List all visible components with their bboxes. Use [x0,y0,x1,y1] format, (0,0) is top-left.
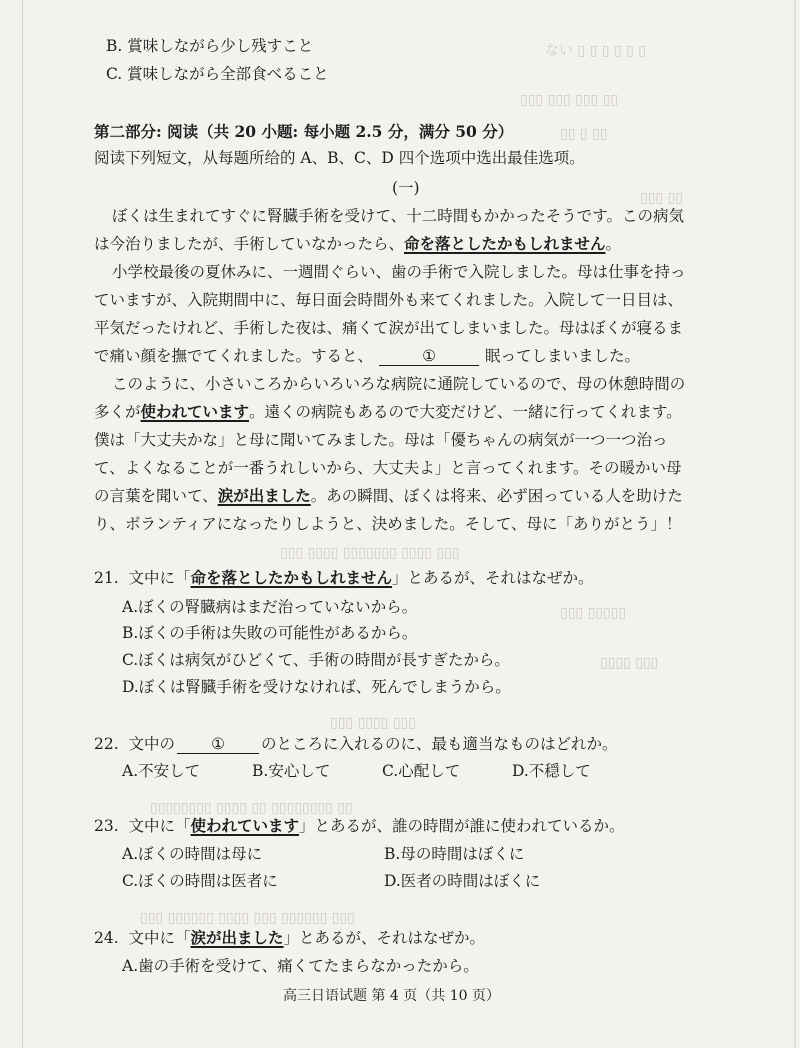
passage-line: 平気だったけれど、手術した夜は、痛くて涙が出てしまいました。母はぼくが寝るま [94,319,684,337]
passage-line: の言葉を聞いて、涙が出ました。あの瞬間、ぼくは将来、必ず困っている人を助けた [94,486,683,505]
passage-line: て、よくなることが一番うれしいから、大丈夫よ」と言ってくれます。その暖かい母 [94,459,682,477]
question-21-option-b: B.ぼくの手術は失敗の可能性があるから。 [122,624,418,642]
page-footer: 高三日语试题 第 4 页（共 10 页） [283,988,500,1004]
page-edge-line [794,0,796,1048]
blank-1: ① [379,347,479,366]
section-instruction: 阅读下列短文，从每题所给的 A、B、C、D 四个选项中选出最佳选项。 [94,149,585,167]
passage-line: 小学校最後の夏休みに、一週間ぐらい、歯の手術で入院しました。母は仕事を持っ [112,263,686,281]
option-c-prev: C. 賞味しながら全部食べること [106,65,329,83]
passage-number: (一) [392,179,420,197]
passage-line: ていますが、入院期間中に、毎日面会時間外も来てくれました。入院して一日目は、 [94,291,684,309]
underline-phrase: 使われています [140,402,250,421]
question-21-stem: 21. 文中に「命を落としたかもしれません」とあるが、それはなぜか。 [94,568,594,587]
passage-line: で痛い顔を撫でてくれました。すると、 ① 眠ってしまいました。 [94,347,641,365]
page-fold-line [22,0,23,1048]
passage-line: 多くが使われています。遠くの病院もあるので大変だけど、一緒に行ってくれます。 [94,402,682,421]
question-21-option-a: A.ぼくの腎臓病はまだ治っていないから。 [122,598,418,616]
question-23-option-b: B.母の時間はぼくに [384,845,525,863]
question-23-option-a: A.ぼくの時間は母に [122,845,263,863]
question-21-option-c: C.ぼくは病気がひどくて、手術の時間が長すぎたから。 [122,651,510,669]
question-23-stem: 23. 文中に「使われています」とあるが、誰の時間が誰に使われているか。 [94,816,625,835]
question-21-option-d: D.ぼくは腎臓手術を受けなければ、死んでしまうから。 [122,678,511,696]
question-22-option-d: D.不穏して [512,762,591,780]
passage-line: り、ボランティアになったりしようと、決めました。そして、母に「ありがとう」！ [94,515,682,533]
underline-phrase: 涙が出ました [217,486,311,505]
question-23-option-c: C.ぼくの時間は医者に [122,872,278,890]
question-22-option-a: A.不安して [122,762,201,780]
option-b-prev: B. 賞味しながら少し残すこと [106,37,314,55]
passage-line: 僕は「大丈夫かな」と母に聞いてみました。母は「優ちゃんの病気が一つ一つ治っ [94,431,668,449]
passage-line: は今治りましたが、手術していなかったら、命を落としたかもしれません。 [94,234,622,253]
question-22-option-b: B.安心して [252,762,331,780]
question-22-stem: 22. 文中の ① のところに入れるのに、最も適当なものはどれか。 [94,735,618,753]
section-heading: 第二部分: 阅读（共 20 小题: 每小题 2.5 分，满分 50 分） [94,122,514,141]
blank-1: ① [177,735,259,754]
question-22-option-c: C.心配して [382,762,461,780]
question-23-option-d: D.医者の時間はぼくに [384,872,541,890]
passage-line: このように、小さいころからいろいろな病院に通院しているので、母の休憩時間の [112,375,686,393]
question-24-stem: 24. 文中に「涙が出ました」とあるが、それはなぜか。 [94,928,486,947]
underline-phrase: 命を落としたかもしれません [404,234,606,253]
passage-line: ぼくは生まれてすぐに腎臓手術を受けて、十二時間もかかったそうです。この病気 [112,207,684,225]
question-24-option-a: A.歯の手術を受けて、痛くてたまらなかったから。 [122,957,479,975]
